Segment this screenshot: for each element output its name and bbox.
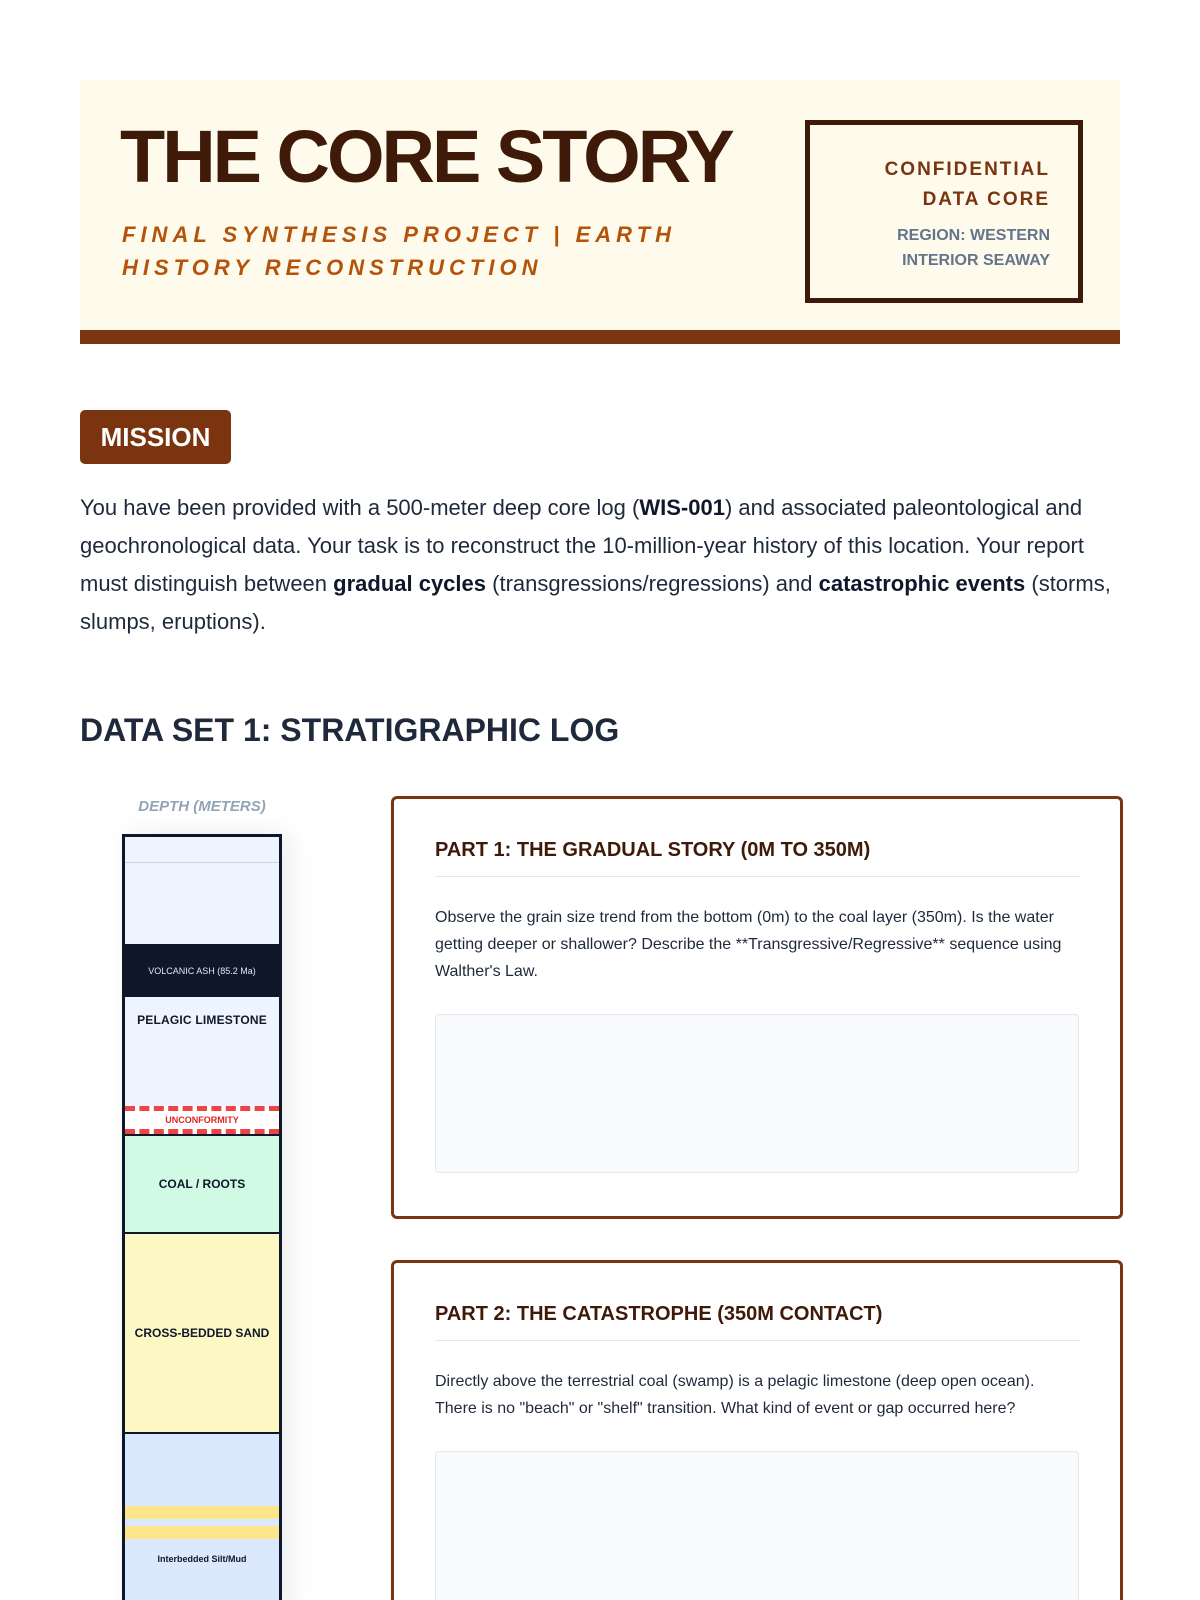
part-1-question: Observe the grain size trend from the bottom (0m) to the coal layer (350m). Is the water getting deeper or shallower? Describe the **Transgressive/Regressive** sequence using Walther's Law. bbox=[435, 909, 1062, 980]
coal-label: COAL / ROOTS bbox=[158, 1177, 246, 1191]
coal-layer bbox=[125, 1134, 279, 1234]
confidential-box bbox=[805, 120, 1083, 303]
volcanic-ash-label: VOLCANIC ASH (85.2 Ma) bbox=[148, 965, 256, 976]
volcanic-ash-layer bbox=[125, 944, 279, 997]
part-2-answer-field[interactable] bbox=[435, 1451, 1079, 1600]
mission-text-part: (transgressions/regressions) and bbox=[486, 571, 819, 596]
dataset-heading: DATA SET 1: STRATIGRAPHIC LOG bbox=[80, 712, 620, 748]
pelagic-limestone-layer bbox=[125, 997, 279, 1106]
report-header bbox=[80, 80, 1120, 344]
region-label: REGION: WESTERN INTERIOR SEAWAY bbox=[897, 227, 1050, 269]
mission-text-part: You have been provided with a 500-meter deep core log ( bbox=[80, 495, 640, 520]
data-core-label: DATA CORE bbox=[922, 189, 1050, 210]
confidential-label: CONFIDENTIAL bbox=[884, 159, 1050, 180]
mission-text bbox=[80, 489, 1125, 641]
core-log-column bbox=[122, 834, 282, 1600]
upper-layer bbox=[125, 863, 279, 944]
pelagic-limestone-label: PELAGIC LIMESTONE bbox=[137, 1013, 267, 1027]
catastrophic-events-term: catastrophic events bbox=[818, 571, 1026, 596]
sand-label: CROSS-BEDDED SAND bbox=[134, 1326, 270, 1340]
unconformity-label: UNCONFORMITY bbox=[165, 1115, 239, 1125]
part-2-card bbox=[391, 1260, 1123, 1600]
mission-badge: MISSION bbox=[80, 410, 231, 464]
interbedded-silt-layer bbox=[125, 1434, 279, 1600]
part-2-question: Directly above the terrestrial coal (swamp) is a pelagic limestone (deep open ocean). There is no "beach" or "shelf" transition. What kind of event or gap occurred here? bbox=[435, 1373, 1035, 1417]
gradual-cycles-term: gradual cycles bbox=[333, 571, 487, 596]
part-2-title: PART 2: THE CATASTROPHE (350M CONTACT) bbox=[435, 1303, 1080, 1341]
cross-bedded-sand-layer bbox=[125, 1234, 279, 1434]
mission-text-part: ) and associated paleontological and geochronological data. Your task is to reconstruct the 10-million-year history of this location. Your report must distinguish between bbox=[80, 495, 1084, 596]
unconformity-layer bbox=[125, 1106, 279, 1134]
silt-label: Interbedded Silt/Mud bbox=[157, 1554, 247, 1564]
page-title: THE CORE STORY bbox=[120, 115, 732, 198]
page-subtitle: FINAL SYNTHESIS PROJECT | EARTH HISTORY RECONSTRUCTION bbox=[122, 222, 676, 280]
part-1-title: PART 1: THE GRADUAL STORY (0M TO 350M) bbox=[435, 839, 1080, 877]
mission-text-part: (storms, slumps, eruptions). bbox=[80, 571, 1111, 634]
silt-stripe bbox=[125, 1506, 279, 1519]
depth-axis-label: DEPTH (METERS) bbox=[138, 798, 266, 815]
silt-stripe bbox=[125, 1526, 279, 1539]
core-id: WIS-001 bbox=[639, 495, 725, 520]
part-1-answer-field[interactable] bbox=[435, 1014, 1079, 1173]
core-top-layer bbox=[125, 837, 279, 863]
part-1-card bbox=[391, 796, 1123, 1219]
